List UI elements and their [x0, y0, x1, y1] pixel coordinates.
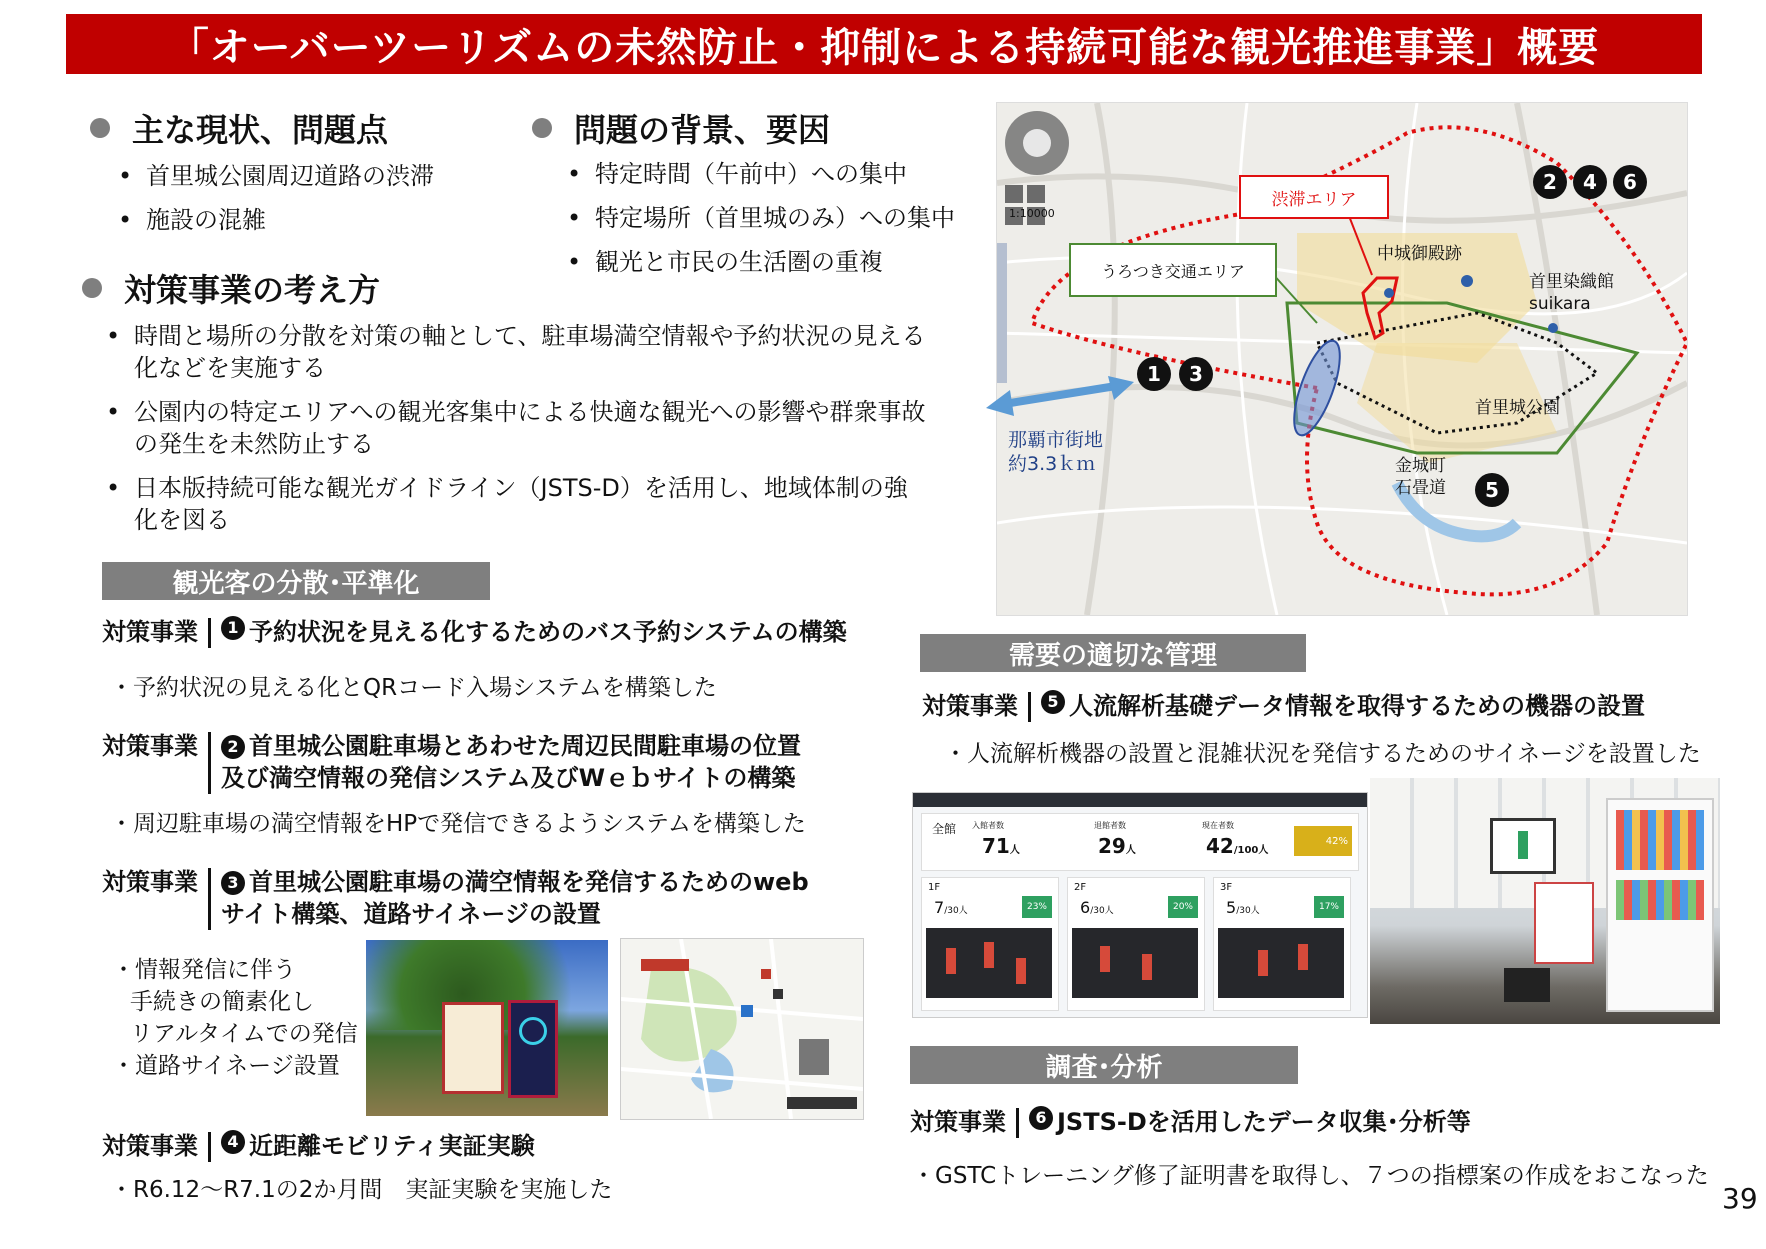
list-item: • 施設の混雑	[118, 206, 266, 234]
measure-divider	[1028, 692, 1031, 722]
measure-5	[922, 690, 1645, 722]
crowd-dashboard	[912, 792, 1368, 1018]
measure-divider	[208, 868, 211, 930]
standing-sign	[1534, 882, 1594, 964]
background-heading-text: 問題の背景、要因	[574, 111, 831, 149]
measure-4	[102, 1130, 535, 1162]
approach-text: 時間と場所の分散を対策の軸として、駐車場満空情報や予約状況の見える	[134, 322, 926, 350]
dashboard-summary	[921, 813, 1359, 871]
approach-heading-text: 対策事業の考え方	[124, 271, 381, 309]
map-marker-1: 1	[1137, 357, 1171, 391]
bullet-dot-icon	[532, 118, 552, 138]
dashboard-all-label: 全館	[932, 822, 957, 836]
measure-title-block	[221, 866, 809, 930]
list-item: • 日本版持続可能な観光ガイドライン（JSTS-D）を活用し、地域体制の強 化を図る	[106, 474, 908, 534]
total-occupancy-badge: 42%	[1294, 826, 1352, 856]
stat-unit: 人	[1125, 845, 1136, 856]
stat-value: 71	[982, 834, 1010, 858]
digital-signage	[508, 1000, 558, 1098]
dye-hall-label	[1529, 271, 1614, 315]
map-marker-2: 2	[1533, 165, 1567, 199]
floor-card-3f	[1213, 877, 1351, 1011]
measure-4-note: ・R6.12～R7.1の2か月間 実証実験を実施した	[110, 1177, 613, 1203]
measure-number-badge: 6	[1029, 1106, 1053, 1130]
measure-2	[102, 730, 801, 794]
signage-board	[442, 1002, 504, 1094]
stat-value: 29	[1098, 834, 1126, 858]
list-item: • 特定時間（午前中）への集中	[567, 160, 907, 188]
measure-title: 近距離モビリティ実証実験	[249, 1132, 535, 1160]
measure-number-badge: 2	[221, 735, 245, 759]
issue-text: 施設の混雑	[146, 206, 266, 234]
naha-line2: 約3.3ｋｍ	[1008, 453, 1096, 475]
background-text: 観光と市民の生活圏の重複	[595, 248, 883, 276]
background-heading	[532, 105, 830, 151]
stat-entries	[982, 834, 1020, 858]
double-arrow-icon	[986, 372, 1136, 422]
measure-6-note: ・GSTCトレーニング修了証明書を取得し、７つの指標案の作成をおこなった	[912, 1163, 1709, 1189]
measure-number-badge: 4	[221, 1130, 245, 1154]
camera-view	[1072, 928, 1198, 998]
road-signage-photo	[366, 940, 608, 1116]
list-item: • 時間と場所の分散を対策の軸として、駐車場満空情報や予約状況の見える 化などを実施する	[106, 322, 926, 382]
approach-text: 公園内の特定エリアへの観光客集中による快適な観光への影響や群衆事故	[134, 398, 926, 426]
congestion-area-label: 渋滞エリア	[1239, 175, 1389, 219]
category-demand: 需要の適切な管理	[920, 634, 1306, 672]
measure-3-notes	[112, 954, 358, 1082]
measure-3	[102, 866, 809, 930]
note-line: リアルタイムでの発信	[130, 1021, 358, 1047]
measure-number-badge: 1	[221, 616, 245, 640]
floor-name: 2F	[1074, 882, 1087, 893]
map-marker-6: 6	[1613, 165, 1647, 199]
measure-title: 予約状況を見える化するためのバス予約システムの構築	[249, 618, 847, 646]
bullet-dot-icon	[90, 118, 110, 138]
page-title: 「オーバーツーリズムの未然防止・抑制による持続可能な観光推進事業」概要	[66, 14, 1702, 74]
measure-2-note: ・周辺駐車場の満空情報をHPで発信できるようシステムを構築した	[110, 811, 806, 837]
naha-line1: 那覇市街地	[1008, 429, 1104, 451]
issue-text: 首里城公園周辺道路の渋滞	[146, 162, 434, 190]
measure-divider	[1016, 1108, 1019, 1138]
floor-name: 3F	[1220, 882, 1233, 893]
approach-text: 化を図る	[134, 506, 230, 534]
floor-unit: /30人	[1090, 906, 1114, 916]
floor-pct-badge: 23%	[1022, 896, 1052, 918]
measure-divider	[208, 1132, 211, 1162]
naha-label	[1008, 428, 1103, 476]
approach-list	[106, 320, 956, 536]
measure-1-note: ・予約状況の見える化とQRコード入場システムを構築した	[110, 675, 717, 701]
stat-label: 退館者数	[1094, 821, 1126, 830]
parking-website-map	[620, 938, 864, 1120]
background-text: 特定時間（午前中）への集中	[595, 160, 907, 188]
map-marker-5: 5	[1475, 473, 1509, 507]
issues-heading	[90, 105, 388, 151]
floor-count	[934, 898, 968, 917]
stat-unit: /100人	[1233, 845, 1269, 856]
background-list	[567, 158, 955, 278]
floor-card-1f	[921, 877, 1059, 1011]
floor-unit: /30人	[944, 906, 968, 916]
page-number: 39	[1722, 1182, 1758, 1215]
bullet-dot-icon	[82, 278, 102, 298]
floor-unit: /30人	[1236, 906, 1260, 916]
stat-unit: 人	[1009, 845, 1020, 856]
measure-number-badge: 3	[221, 871, 245, 895]
stat-current	[1206, 834, 1268, 858]
measure-number-badge: 5	[1041, 690, 1065, 714]
list-item: • 首里城公園周辺道路の渋滞	[118, 162, 434, 190]
wandering-area-label: うろつき交通エリア	[1069, 243, 1277, 297]
note-line: ・道路サイネージ設置	[112, 1053, 340, 1079]
floor-value: 6	[1080, 898, 1091, 917]
area-map	[996, 102, 1688, 616]
floor-card-2f	[1067, 877, 1205, 1011]
list-item: • 公園内の特定エリアへの観光客集中による快適な観光への影響や群衆事故 の発生を未然防止する	[106, 398, 926, 458]
map-marker-4: 4	[1573, 165, 1607, 199]
category-dispersion: 観光客の分散･平準化	[102, 562, 490, 600]
measure-label: 対策事業	[102, 732, 198, 760]
stat-value: 42	[1206, 834, 1234, 858]
list-item: • 特定場所（首里城のみ）への集中	[567, 204, 955, 232]
category-survey: 調査･分析	[910, 1046, 1298, 1084]
measure-divider	[208, 618, 211, 648]
vending-machine	[1606, 798, 1714, 1012]
issues-heading-text: 主な現状、問題点	[132, 111, 389, 149]
dye-hall-line2: suikara	[1529, 294, 1591, 314]
map-marker-3: 3	[1179, 357, 1213, 391]
map-scale: 1:10000	[1009, 207, 1055, 220]
floor-value: 5	[1226, 898, 1237, 917]
floor-name: 1F	[928, 882, 941, 893]
measure-label: 対策事業	[102, 1132, 198, 1160]
measure-5-note: ・人流解析機器の設置と混雑状況を発信するためのサイネージを設置した	[944, 741, 1701, 767]
measure-title: 及び満空情報の発信システム及びWｅｂサイトの構築	[221, 764, 796, 792]
floor-pct-badge: 20%	[1168, 896, 1198, 918]
floor-value: 7	[934, 898, 945, 917]
approach-text: の発生を未然防止する	[134, 430, 374, 458]
floor-pct-badge: 17%	[1314, 896, 1344, 918]
issues-list	[118, 160, 434, 236]
note-line: ・情報発信に伴う	[112, 957, 296, 983]
floor-count	[1226, 898, 1260, 917]
background-text: 特定場所（首里城のみ）への集中	[595, 204, 955, 232]
kinjo-label	[1395, 455, 1446, 499]
note-line: 手続きの簡素化し	[130, 989, 314, 1015]
measure-title: 人流解析基礎データ情報を取得するための機器の設置	[1069, 692, 1645, 720]
kinjo-line1: 金城町	[1395, 456, 1446, 476]
measure-1	[102, 616, 847, 648]
list-item: • 観光と市民の生活圏の重複	[567, 248, 883, 276]
stat-label: 現在者数	[1202, 821, 1234, 830]
measure-title: 首里城公園駐車場とあわせた周辺民間駐車場の位置	[249, 732, 801, 760]
camera-view	[1218, 928, 1344, 998]
kinjo-line2: 石畳道	[1395, 478, 1446, 498]
parking-map-graphic	[621, 939, 863, 1119]
approach-text: 化などを実施する	[134, 354, 326, 382]
measure-label: 対策事業	[102, 868, 198, 896]
measure-label: 対策事業	[910, 1108, 1006, 1136]
stat-exits	[1098, 834, 1136, 858]
dye-hall-line1: 首里染織館	[1529, 272, 1614, 292]
measure-6	[910, 1106, 1471, 1138]
camera-view	[926, 928, 1052, 998]
sensor-box	[1504, 968, 1550, 1002]
approach-heading	[82, 265, 380, 311]
measure-title: JSTS-Dを活用したデータ収集･分析等	[1057, 1108, 1471, 1136]
measure-title: サイト構築、道路サイネージの設置	[221, 900, 601, 928]
floor-count	[1080, 898, 1114, 917]
measure-label: 対策事業	[922, 692, 1018, 720]
measure-label: 対策事業	[102, 618, 198, 646]
display-screen	[1490, 818, 1556, 874]
stat-label: 入館者数	[972, 821, 1004, 830]
measure-title: 首里城公園駐車場の満空情報を発信するためのweb	[249, 868, 809, 896]
measure-divider	[208, 732, 211, 794]
nakagusuku-label: 中城御殿跡	[1377, 244, 1462, 264]
measure-title-block	[221, 730, 801, 794]
approach-text: 日本版持続可能な観光ガイドライン（JSTS-D）を活用し、地域体制の強	[134, 474, 908, 502]
park-label: 首里城公園	[1475, 398, 1560, 418]
crowd-signage-photo	[1370, 778, 1720, 1024]
